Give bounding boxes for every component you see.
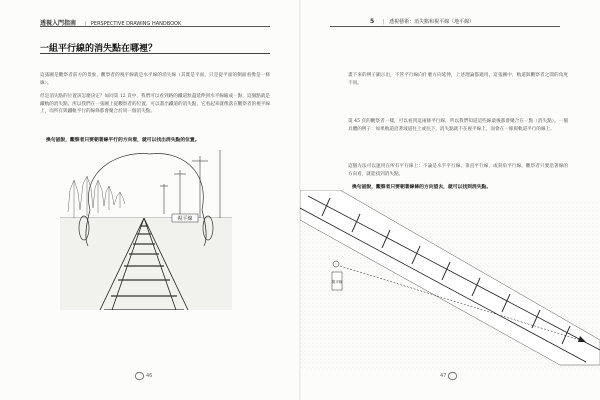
left-paragraph-1: 這張圖是觀察者前方的景象，觀察者的視平線就是水平線的消失線（其實是平面，只是從平面的側面看像是一條線）。 <box>40 73 270 86</box>
left-header-rule <box>40 26 270 27</box>
left-page-number <box>135 372 152 380</box>
diagonal-rail-illustration <box>300 190 600 370</box>
face-icon <box>135 372 144 380</box>
right-running-divider: | <box>382 19 385 25</box>
right-running-title: 透視藝術：消失點和視平線（地平線） <box>389 19 475 25</box>
heading-rule <box>40 53 270 54</box>
left-paragraph-2: 但是消失點的位置該怎麼決定？如同第 12 頁中，我們可以看到路的鐵道無盡延伸到水平線縮成一點，這個點就是鐵軌的消失點。所以我們在一張圖上從觀察者的位置，可以畫出鐵道的消失點，它看起來就像落在觀察者的視平線上，而所有與鐵軌平行的線條都會聚合於同一個消失點。 <box>40 94 270 115</box>
right-running-head <box>370 18 474 25</box>
left-running-title: 透視入門指南 <box>40 20 77 27</box>
right-bold-note: 換句話說，觀察者只要朝著線條的方向望去，就可以找到消失點。 <box>352 185 492 190</box>
railroad-illustration <box>60 150 232 310</box>
section-heading: 一組平行線的消失點在哪裡？ <box>40 44 158 54</box>
right-running-page: 5 <box>370 18 375 25</box>
left-illustration-label: 視平線 <box>177 216 193 222</box>
right-header-rule <box>330 26 560 27</box>
right-page <box>300 0 600 400</box>
left-running-subtitle: PERSPECTIVE DRAWING HANDBOOK <box>90 21 182 27</box>
right-paragraph-3: 這個方法可以運用在所有平行線上：不論是水平平行線、垂直平行線，或斜角平行線，觀察者只要沿著線的方向看，就能找到消失點。 <box>348 164 568 177</box>
right-paragraph-2: 第 45 頁的觀察者一樣，可以看到這兩條平行線，所以我們知道這些線最後都會聚合在一點（消失點）。一個具體的例子：如果軌道沿著坡道往上或往下，消失點就不在視平線上，而會在一條與軌道平行的線上。 <box>348 119 568 132</box>
right-paragraph-1: 畫下來的例子顯示出，不管平行線向什麼方向延伸，上述理論都適用。這張圖中，軌道與觀察者之間的角度不同。 <box>348 73 568 86</box>
face-icon <box>448 372 457 380</box>
right-page-number <box>440 372 457 380</box>
left-running-divider: | <box>84 21 87 27</box>
right-illustration-label: 視平線 <box>331 280 343 284</box>
trees-icon <box>68 176 125 220</box>
left-bold-note: 換句話說，觀察者只要朝著線平行的方向看，就可以找出消失點的位置。 <box>46 138 200 143</box>
right-page-number-text: 47 <box>440 373 447 379</box>
left-page-number-text: 46 <box>146 373 153 379</box>
